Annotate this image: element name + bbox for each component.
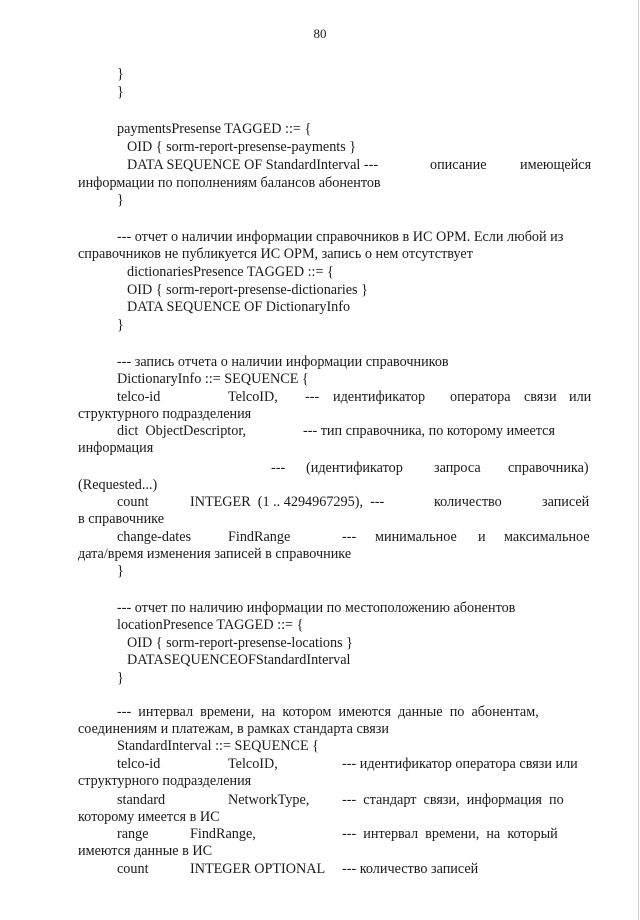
text-line: } — [117, 66, 124, 82]
text-line: dict ObjectDescriptor, — [117, 423, 247, 439]
text-word: количество — [434, 494, 502, 510]
text-word: идентификатор — [333, 389, 426, 405]
text-line: } — [117, 84, 124, 100]
text-line: которому имеется в ИС — [78, 809, 220, 825]
text-line: имеются данные в ИС — [78, 843, 213, 859]
text-line: DATA SEQUENCE OF StandardInterval --- — [127, 157, 379, 173]
text-word: standard — [117, 792, 166, 808]
text-line: } — [117, 670, 124, 686]
text-word: минимальное — [375, 529, 457, 545]
text-line: (Requested...) — [78, 477, 158, 493]
text-word: change-dates — [117, 529, 192, 545]
text-word: NetworkType, — [228, 792, 310, 808]
text-line: OID { sorm-report-presense-payments } — [127, 139, 357, 155]
text-word: --- — [305, 389, 320, 405]
text-word: имеющейся — [520, 157, 592, 173]
text-word: справочника) — [508, 460, 589, 476]
text-word: INTEGER OPTIONAL — [190, 861, 326, 877]
text-line: paymentsPresense TAGGED ::= { — [117, 121, 312, 137]
text-line: } — [117, 192, 124, 208]
text-line: DATA SEQUENCE OF DictionaryInfo — [127, 299, 351, 315]
text-word: telco-id — [117, 389, 161, 405]
text-line: --- интервал времени, на котором имеются данные по абонентам, — [117, 704, 539, 720]
text-word: TelcoID, — [228, 389, 278, 405]
text-word: --- стандарт связи, информация по — [342, 792, 564, 808]
text-word: оператора — [450, 389, 511, 405]
text-line: --- отчет о наличии информации справочников в ИС ОРМ. Если любой из — [117, 229, 564, 245]
text-line: в справочнике — [78, 511, 165, 527]
text-line: DATASEQUENCEOFStandardInterval — [127, 652, 351, 668]
text-word: описание — [430, 157, 487, 173]
text-word: или — [569, 389, 592, 405]
text-line: locationPresence TAGGED ::= { — [117, 617, 304, 633]
text-line: OID { sorm-report-presense-dictionaries } — [127, 282, 368, 298]
text-line: дата/время изменения записей в справочнике — [78, 546, 352, 562]
text-line: информация — [78, 440, 154, 456]
text-word: TelcoID, — [228, 756, 278, 772]
text-word: --- идентификатор оператора связи или — [342, 756, 578, 772]
text-word: --- — [271, 460, 286, 476]
text-word: INTEGER (1 .. 4294967295), --- — [190, 494, 385, 510]
page-edge — [638, 0, 639, 920]
text-line: --- тип справочника, по которому имеется — [303, 423, 555, 439]
text-line: } — [117, 563, 124, 579]
text-word: максимальное — [504, 529, 590, 545]
text-line: dictionariesPresence TAGGED ::= { — [127, 264, 334, 280]
text-word: FindRange, — [190, 826, 256, 842]
text-line: информации по пополнениям балансов абонентов — [78, 175, 381, 191]
text-line: структурного подразделения — [78, 406, 252, 422]
text-word: запроса — [434, 460, 481, 476]
page-number: 80 — [313, 26, 327, 41]
text-line: --- отчет по наличию информации по местоположению абонентов — [117, 600, 516, 616]
text-line: } — [117, 317, 124, 333]
text-word: и — [478, 529, 486, 545]
text-line: DictionaryInfo ::= SEQUENCE { — [117, 371, 309, 387]
text-line: StandardInterval ::= SEQUENCE { — [117, 738, 319, 754]
text-word: --- — [342, 529, 357, 545]
text-word: count — [117, 494, 149, 510]
text-word: FindRange — [228, 529, 291, 545]
text-word: count — [117, 861, 149, 877]
text-line: справочников не публикуется ИС ОРМ, запись о нем отсутствует — [78, 246, 473, 262]
text-word: (идентификатор — [306, 460, 403, 476]
text-line: OID { sorm-report-presense-locations } — [127, 635, 353, 651]
text-line: соединениям и платежам, в рамках стандарта связи — [78, 721, 389, 737]
text-word: telco-id — [117, 756, 161, 772]
text-word: записей — [542, 494, 590, 510]
text-word: --- интервал времени, на который — [342, 826, 558, 842]
text-word: --- количество записей — [342, 861, 479, 877]
text-word: связи — [524, 389, 557, 405]
text-word: range — [117, 826, 149, 842]
text-line: --- запись отчета о наличии информации справочников — [117, 354, 449, 370]
text-line: структурного подразделения — [78, 773, 252, 789]
